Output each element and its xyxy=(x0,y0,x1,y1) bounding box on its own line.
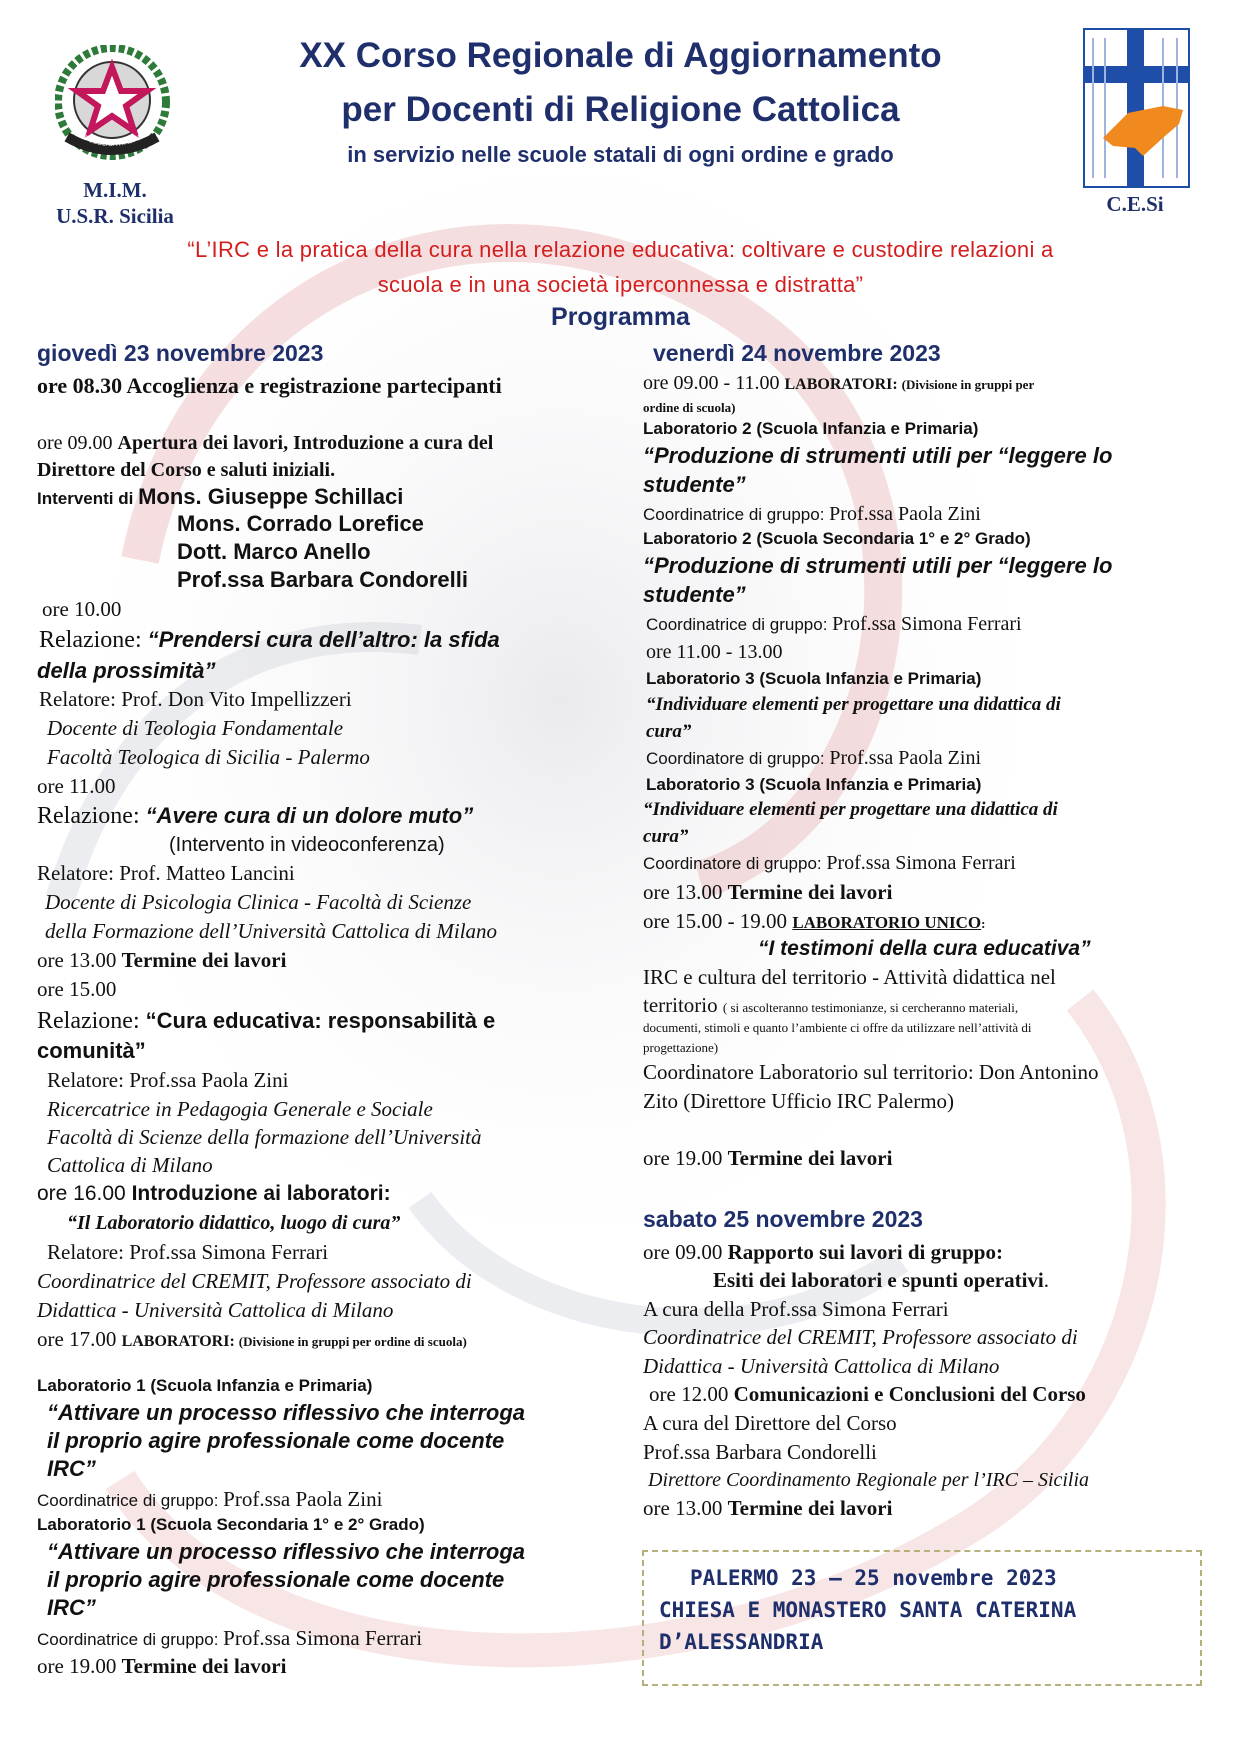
day1-line: Facoltà Teologica di Sicilia - Palermo xyxy=(47,745,370,769)
title-line-2: per Docenti di Religione Cattolica xyxy=(341,90,900,129)
day2-line: studente” xyxy=(643,472,746,497)
day2-line: ore 15.00 - 19.00 LABORATORIO UNICO: xyxy=(643,909,986,933)
day1-line: Coordinatrice di gruppo: Prof.ssa Simona Ferrari xyxy=(37,1626,423,1650)
day1-line: Relazione: “Cura educativa: responsabilità e xyxy=(37,1008,496,1034)
day1-line: Docente di Psicologia Clinica - Facoltà di Scienze xyxy=(45,890,472,914)
right-logo-caption: C.E.Si xyxy=(1106,192,1164,216)
theme-line-2: scuola e in una società iperconnessa e distratta” xyxy=(377,272,864,297)
day2-lab-heading: Laboratorio 2 (Scuola Infanzia e Primaria) xyxy=(643,419,979,438)
subtitle: in servizio nelle scuole statali di ogni ordine e grado xyxy=(347,142,894,167)
day1-lab-heading: Laboratorio 1 (Scuola Secondaria 1° e 2° Grado) xyxy=(37,1515,425,1534)
venue-box xyxy=(642,1550,1202,1686)
day2-line: Coordinatrice di gruppo: Prof.ssa Paola Zini xyxy=(643,503,981,525)
day2-line: Coordinatore di gruppo: Prof.ssa Paola Zini xyxy=(646,747,981,769)
day1-line: Facoltà di Scienze della formazione dell’Università xyxy=(47,1125,482,1149)
day1-line: ore 16.00 Introduzione ai laboratori: xyxy=(37,1182,391,1205)
day3-line: ore 09.00 Rapporto sui lavori di gruppo: xyxy=(643,1240,1003,1264)
day1-line: IRC” xyxy=(47,1595,96,1620)
day3-line: Prof.ssa Barbara Condorelli xyxy=(643,1440,877,1464)
day1-line: Relazione: “Avere cura di un dolore muto” xyxy=(37,803,474,829)
day1-line: ore 09.00 Apertura dei lavori, Introduzione a cura del xyxy=(37,432,494,454)
day1-line: il proprio agire professionale come docente xyxy=(47,1567,505,1592)
day2-line: “Individuare elementi per progettare una didattica di xyxy=(643,799,1058,820)
day2-line: studente” xyxy=(643,582,746,607)
venue-dates: PALERMO 23 – 25 novembre 2023 xyxy=(690,1566,1057,1590)
programma-heading: Programma xyxy=(551,303,690,331)
day3-line: Direttore Coordinamento Regionale per l’IRC – Sicilia xyxy=(648,1469,1090,1491)
day2-line: “Individuare elementi per progettare una didattica di xyxy=(646,694,1061,715)
day1-line: “Il Laboratorio didattico, luogo di cura” xyxy=(67,1212,401,1234)
day2-line: ordine di scuola) xyxy=(643,400,736,415)
day1-line: Relatore: Prof.ssa Simona Ferrari xyxy=(47,1240,329,1264)
day2-line: Coordinatrice di gruppo: Prof.ssa Simona Ferrari xyxy=(646,613,1022,635)
day2-line: ore 13.00 Termine dei lavori xyxy=(643,880,893,904)
venue-name-2: D’ALESSANDRIA xyxy=(659,1630,824,1654)
day1-line: Ricercatrice in Pedagogia Generale e Sociale xyxy=(47,1097,433,1121)
day3-line: Didattica - Università Cattolica di Milano xyxy=(643,1354,1000,1378)
day3-line: Esiti dei laboratori e spunti operativi. xyxy=(713,1268,1049,1292)
day2-line: documenti, stimoli e quanto l’ambiente ci offre da utilizzare nell’attività di xyxy=(643,1020,1032,1035)
left-logo-caption-usr: U.S.R. Sicilia xyxy=(56,204,174,228)
day1-line: Relatore: Prof.ssa Paola Zini xyxy=(47,1068,289,1092)
day1-line: “Attivare un processo riflessivo che interroga xyxy=(47,1400,526,1425)
day2-line: “Produzione di strumenti utili per “leggere lo xyxy=(643,553,1113,578)
day2-line: IRC e cultura del territorio - Attività didattica nel xyxy=(643,965,1056,989)
day2-line: “Produzione di strumenti utili per “leggere lo xyxy=(643,443,1113,468)
day1-line: IRC” xyxy=(47,1456,96,1481)
title-line-1: XX Corso Regionale di Aggiornamento xyxy=(299,36,942,75)
day3-line: A cura del Direttore del Corso xyxy=(643,1411,897,1435)
day2-line: progettazione) xyxy=(643,1040,719,1055)
day1-line: ore 17.00 LABORATORI: (Divisione in gruppi per ordine di scuola) xyxy=(37,1327,467,1351)
day1-line: il proprio agire professionale come docente xyxy=(47,1428,505,1453)
day3-line: Coordinatrice del CREMIT, Professore associato di xyxy=(643,1325,1078,1349)
day1-line: della Formazione dell’Università Cattolica di Milano xyxy=(45,919,498,943)
day1-line: ore 15.00 xyxy=(37,977,117,1001)
day1-line: Direttore del Corso e saluti iniziali. xyxy=(37,459,336,481)
day1-line: ore 19.00 Termine dei lavori xyxy=(37,1654,287,1678)
day1-line: della prossimità” xyxy=(37,658,216,683)
day1-lab-heading: Laboratorio 1 (Scuola Infanzia e Primaria) xyxy=(37,1376,373,1395)
day1-line: Relazione: “Prendersi cura dell’altro: la sfida xyxy=(39,627,500,653)
day3-line: ore 12.00 Comunicazioni e Conclusioni del Corso xyxy=(649,1382,1086,1406)
day1-speaker: Mons. Corrado Lorefice xyxy=(177,511,424,536)
day2-line: “I testimoni della cura educativa” xyxy=(758,937,1091,960)
venue-name: CHIESA E MONASTERO SANTA CATERINA xyxy=(659,1598,1077,1622)
day3-line: ore 13.00 Termine dei lavori xyxy=(643,1496,893,1520)
day1-line: Docente di Teologia Fondamentale xyxy=(47,716,344,740)
day1-line: Didattica - Università Cattolica di Milano xyxy=(37,1298,394,1322)
day3-line: A cura della Prof.ssa Simona Ferrari xyxy=(643,1297,949,1321)
day1-line: Relatore: Prof. Don Vito Impellizzeri xyxy=(39,687,352,711)
day1-line: Cattolica di Milano xyxy=(47,1153,213,1177)
day1-line: ore 10.00 xyxy=(42,597,122,621)
day3-date: sabato 25 novembre 2023 xyxy=(643,1206,923,1232)
day2-line: ore 09.00 - 11.00 LABORATORI: (Divisione in gruppi per xyxy=(643,372,1035,394)
day1-line: ore 13.00 Termine dei lavori xyxy=(37,948,287,972)
day1-line: Interventi di Mons. Giuseppe Schillaci xyxy=(37,484,404,509)
day2-line: cura” xyxy=(643,826,689,847)
day2-line: Coordinatore Laboratorio sul territorio: Don Antonino xyxy=(643,1060,1099,1084)
day1-line: Coordinatrice del CREMIT, Professore associato di xyxy=(37,1269,472,1293)
left-logo-caption-mim: M.I.M. xyxy=(83,178,147,202)
day2-lab-heading: Laboratorio 3 (Scuola Infanzia e Primaria) xyxy=(646,775,982,794)
day1-line: ore 08.30 Accoglienza e registrazione partecipanti xyxy=(37,373,502,398)
day1-speaker: Prof.ssa Barbara Condorelli xyxy=(177,567,468,592)
day2-line: cura” xyxy=(646,721,692,742)
day1-line: “Attivare un processo riflessivo che interroga xyxy=(47,1539,526,1564)
day2-line: ore 11.00 - 13.00 xyxy=(646,641,783,663)
day2-lab-heading: Laboratorio 2 (Scuola Secondaria 1° e 2° Grado) xyxy=(643,529,1031,548)
day1-line: comunità” xyxy=(37,1038,146,1063)
day1-line: ore 11.00 xyxy=(37,774,116,798)
day2-lab-heading: Laboratorio 3 (Scuola Infanzia e Primaria) xyxy=(646,669,982,688)
day2-line: territorio ( si ascolteranno testimonianze, si cercheranno materiali, xyxy=(643,993,1019,1017)
day1-line: (Intervento in videoconferenza) xyxy=(169,834,445,856)
day2-line: Zito (Direttore Ufficio IRC Palermo) xyxy=(643,1089,955,1113)
day1-line: Coordinatrice di gruppo: Prof.ssa Paola Zini xyxy=(37,1487,383,1511)
day2-line: Coordinatore di gruppo: Prof.ssa Simona Ferrari xyxy=(643,852,1016,874)
day2-line: ore 19.00 Termine dei lavori xyxy=(643,1146,893,1170)
day1-speaker: Dott. Marco Anello xyxy=(177,539,371,564)
emblem-ring-text: REPUBBLICA ITALIANA xyxy=(74,130,149,149)
day1-line: Relatore: Prof. Matteo Lancini xyxy=(37,861,295,885)
day2-date: venerdì 24 novembre 2023 xyxy=(653,340,941,366)
day1-date: giovedì 23 novembre 2023 xyxy=(37,340,324,366)
theme-line-1: “L’IRC e la pratica della cura nella relazione educativa: coltivare e custodire relazioni a xyxy=(187,237,1054,262)
